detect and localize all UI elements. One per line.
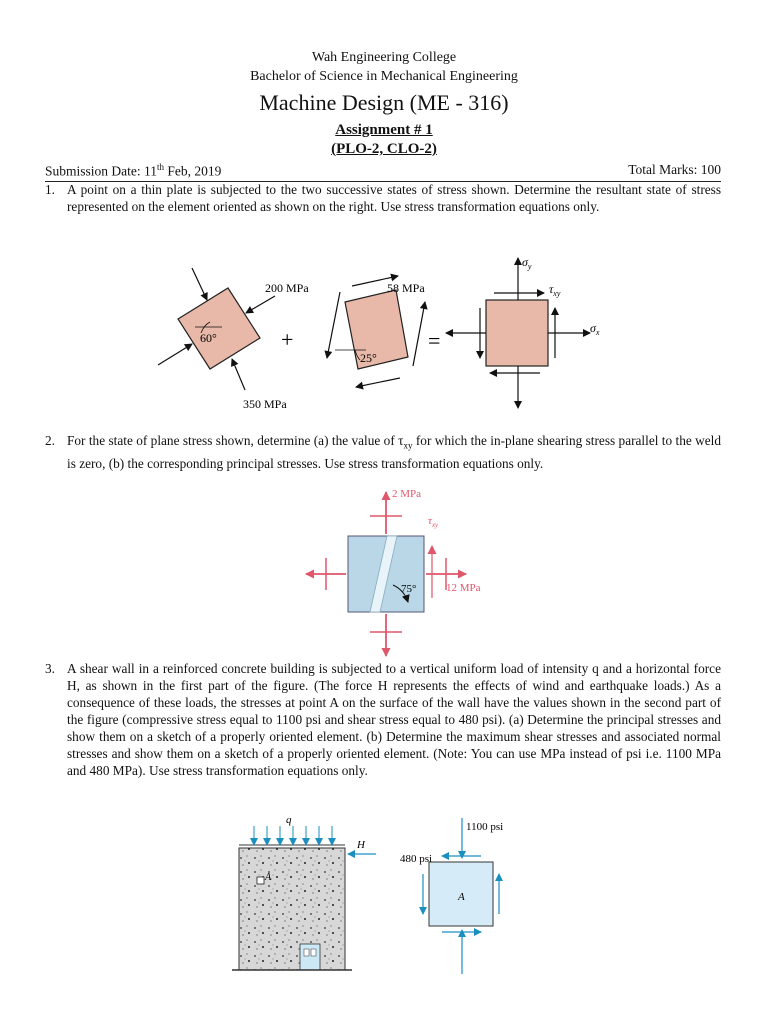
element-3 [446,258,590,408]
arrow-350-top [192,268,207,300]
question-number: 2. [45,433,55,448]
question-text-after: for which the in-plane shearing stress parallel to the weld is zero, (b) the corresponding principal stresses. Use stress transformation equations only. [67,433,721,471]
element-1 [158,268,275,390]
assignment-title: Assignment # 1 [335,122,433,138]
question-2 [45,432,721,472]
label-a-wall: A [265,872,272,883]
label-12-mpa: 12 MPa [446,582,481,594]
arrow-200-left [158,344,192,365]
course-title: Machine Design (ME - 316) [259,90,509,115]
figure-3-wall [232,826,376,970]
angle-25-label: 25° [360,351,377,365]
angle-75-label: 75° [401,583,417,595]
label-a-elem: A [458,891,465,903]
wall-door [300,944,320,970]
question-text: A shear wall in a reinforced concrete building is subjected to a vertical uniform load of intensity q and a horizontal force H, as shown in the first part of the figure. (The force H represents the effects of wind and earthquake loads.) As a consequence of these loads, the stresses at point A on the surface of the wall have the values shown in the second part of the figure (compressive stress equal to 1100 psi and shear stress equal to 480 psi). (a) Determine the principal stresses and show them on a sketch of a properly oriented element. (b) Determine the maximum shear stresses and associated normal stresses and show them on a sketch of a properly oriented element. (Note: You can use MPa instead of psi i.e. 1100 MPa and 480 MPa). Use stress transformation equations only. [67,661,721,778]
figure-2 [306,492,466,656]
shear-wall [239,848,345,970]
question-number: 1. [45,182,55,197]
element-3-square [486,300,548,366]
label-200-mpa: 200 MPa [265,281,309,295]
arrow-350-bottom [232,359,245,390]
question-text [67,432,721,472]
question-3 [45,660,721,779]
label-2-mpa: 2 MPa [392,488,422,500]
degree-name: Bachelor of Science in Mechanical Engineering [250,69,518,84]
element-1-square [178,288,260,369]
label-350-mpa: 350 MPa [243,397,287,411]
plo-clo: (PLO-2, CLO-2) [331,141,437,157]
question-text-sub: xy [403,440,413,451]
tau-xy-label: $\tau_{xy}$ [549,282,561,298]
tau-xy-label-2: $\tau_{xy}$ [428,515,439,529]
shear-arrow-right [413,302,425,366]
label-h: H [357,839,365,851]
submission-date-suffix: Feb, 2019 [164,163,222,179]
door-window-right [311,949,316,956]
label-480-psi: 480 psi [400,853,433,865]
point-a-marker [257,877,264,884]
equals-sign: = [428,328,441,353]
sigma-y-label: $\sigma_y$ [522,255,532,271]
shear-arrow-left [327,292,340,358]
submission-date-sup: th [157,162,165,172]
total-marks: Total Marks: 100 [628,162,721,177]
question-text-before: For the state of plane stress shown, determine (a) the value of τ [67,433,404,448]
label-58-mpa: 58 MPa [387,281,425,295]
sigma-x-label: $\sigma_x$ [590,321,600,337]
plus-sign: + [281,327,294,352]
college-name: Wah Engineering College [311,50,457,65]
label-1100-psi: 1100 psi [466,821,504,833]
question-text: A point on a thin plate is subjected to the two successive states of stress shown. Determine the resultant state of stress represented on the element oriented as shown on the right. Use stress transformation equations only. [67,182,721,214]
shear-arrow-bottom [356,378,400,387]
question-number: 3. [45,661,55,676]
arrow-200-right [246,296,275,313]
label-q: q [286,814,292,826]
door-window-left [304,949,309,956]
submission-date-prefix: Submission Date: 11 [45,163,158,179]
angle-60-label: 60° [200,331,217,345]
